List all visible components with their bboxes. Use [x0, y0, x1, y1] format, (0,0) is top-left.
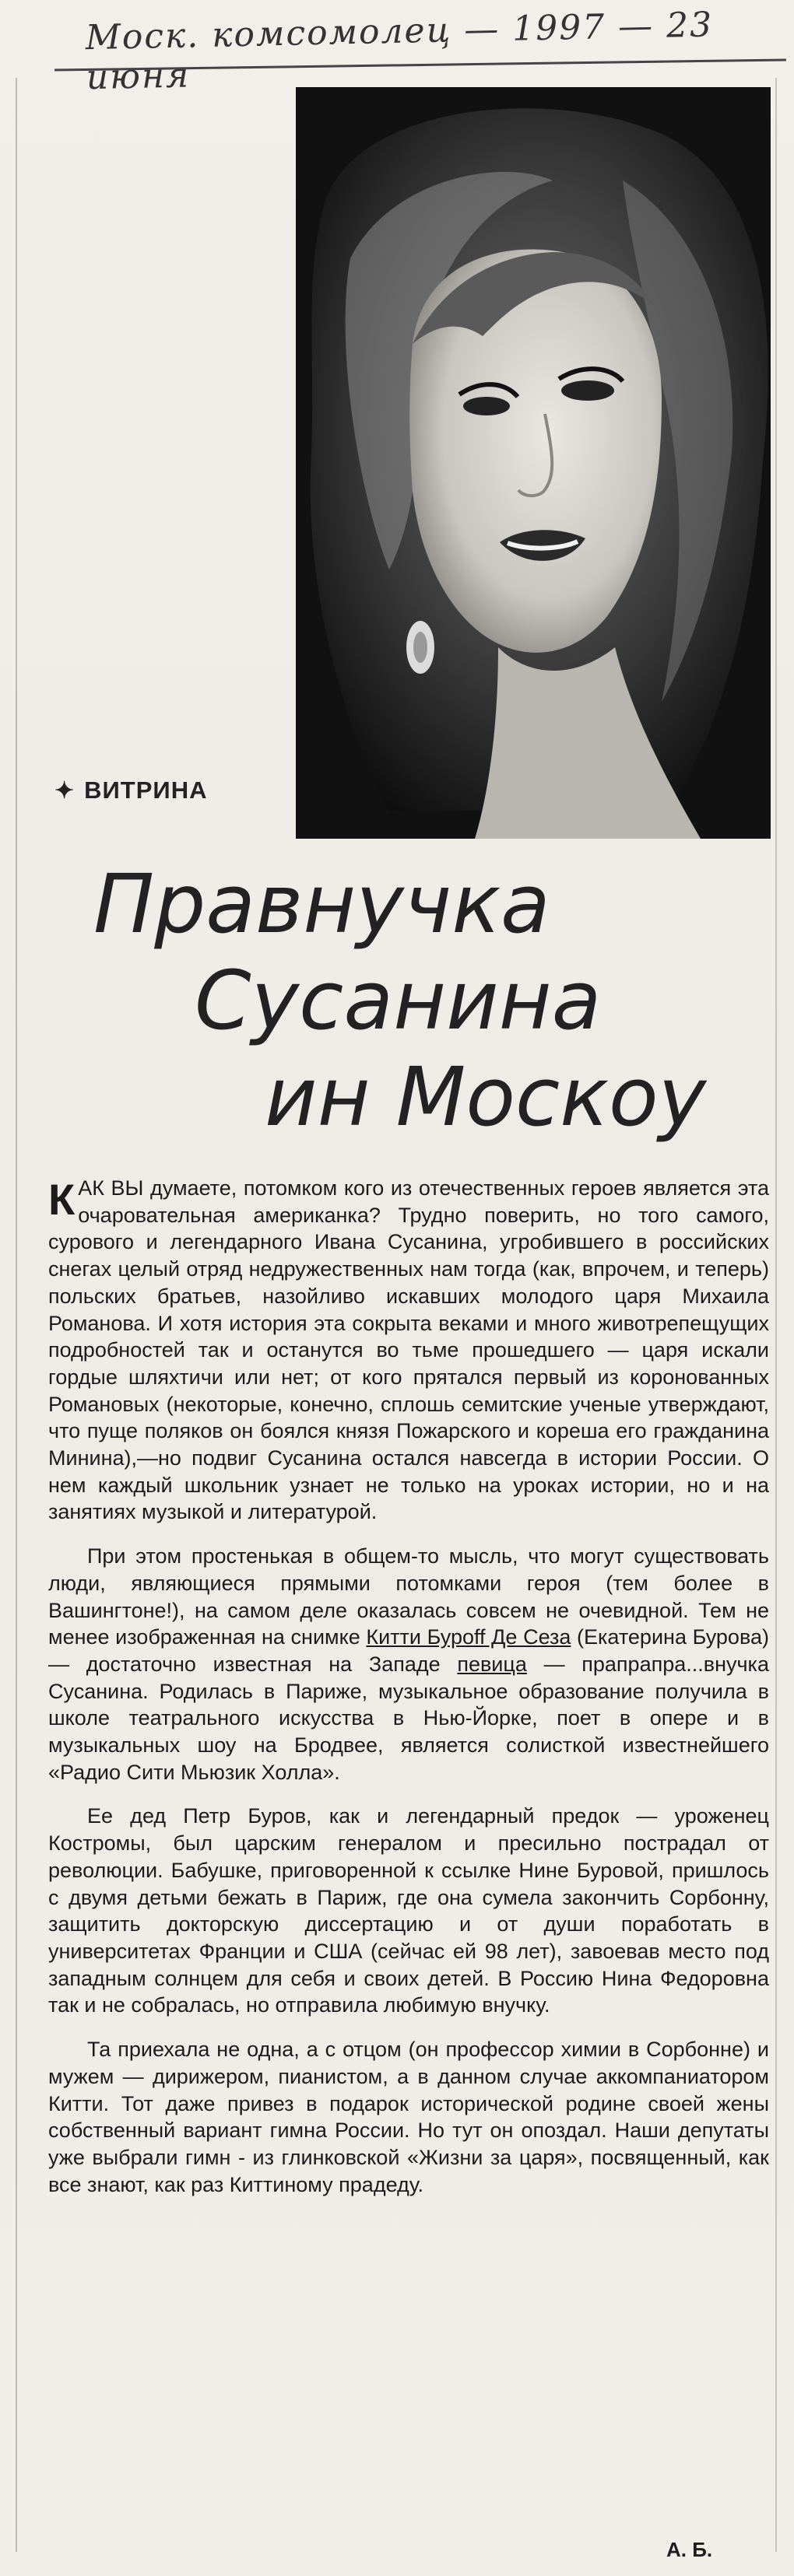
- singer-word: певица: [457, 1652, 527, 1676]
- paragraph-3: Ее дед Петр Буров, как и легендарный предок — уроженец Костромы, был царским генералом и пресильно пострадал от революции. Бабушке, приговоренной к ссылке Нине Буровой, пришлось с двумя детьми бежать в Париж, где она сумела закончить Сорбонну, защитить докторскую диссертацию и от души поработать в университетах Франции и США (сейчас ей 98 лет), завоевав место под западным солнцем для себя и своих детей. В Россию Нина Федоровна так и не собралась, но отправила любимую внучку.: [48, 1804, 769, 2017]
- article-body: [48, 1175, 769, 2215]
- paragraph-4: Та приехала не одна, а с отцом (он профессор химии в Сорбонне) и мужем — дирижером, пианистом, а в данном случае аккомпаниатором Китти. Тот даже привез в подарок исторической родине своей жены собственный вариант гимна России. Но тут он опоздал. Наши депутаты уже выбрали гимн - из глинковской «Жизни за царя», посвященный, как все знают, как раз Киттиному прадеду.: [48, 2038, 769, 2196]
- handwritten-source-note: Моск. комсомолец — 1997 — 23 июня: [85, 5, 714, 98]
- author-signature: А. Б.: [666, 2538, 713, 2561]
- portrait-photo: [296, 87, 771, 839]
- left-column-rule: [16, 78, 17, 2552]
- rubric-label: ВИТРИНА: [84, 776, 208, 804]
- headline-line-3: ин Москоу: [265, 1050, 707, 1144]
- paragraph-1-text: АК ВЫ думаете, потомком кого из отечественных героев является эта очаровательная американка? Трудно поверить, но того самого, сурового и легендарного Ивана Сусанина, угробившего в российских снегах целый отряд недружественных нам тогда (как, впрочем, и теперь) польских братьев, назойливо искавших молодого царя Михаила Романова. И хотя история эта сокрыта веками и много животрепещущих подробностей так и останутся во тьме прошедшего — царя искали гордые шляхтичи или нет; от кого прятался первый из коронованных Романовых (некоторые, конечно, сплошь семитские ученые утверждают, что пуще поляков он боялся князя Пожарского и кореша его гражданина Минина),—но подвиг Сусанина остался навсегда в истории России. О нем каждый школьник узнает не только на уроках истории, но и на занятиях музыкой и литературой.: [48, 1176, 769, 1524]
- section-rubric: [54, 776, 207, 804]
- paragraph-2-text-c: — прапрапра...внучка Сусанина. Родилась в Париже, музыкальное образование получила в школе театрального искусства в Нью-Йорке, поет в опере и в музыкальных шоу на Бродвее, является солисткой известнейшего «Радио Сити Мьюзик Холла».: [48, 1652, 769, 1784]
- person-name: Китти Буроff Де Сеза: [366, 1625, 571, 1649]
- paragraph-1: [48, 1175, 769, 1526]
- portrait-photo-icon: [296, 87, 771, 839]
- headline-line-2: Сусанина: [195, 953, 602, 1048]
- star-icon: ✦: [54, 778, 76, 804]
- paragraph-2-text-a: При этом простенькая в общем-то мысль, что могут существовать люди, являющиеся прямыми потомками героя (тем более в Вашингтоне!), на самом деле оказалась совсем не очевидной. Тем не менее изображенная на снимке: [48, 1544, 769, 1649]
- headline-line-1: Правнучка: [93, 857, 550, 952]
- drop-cap: К: [48, 1175, 76, 1224]
- paragraph-2: [48, 1543, 769, 1786]
- paragraph-2-text-b: (Екатерина Бурова) — достаточно известная на Западе: [48, 1625, 769, 1676]
- right-column-rule: [775, 78, 777, 2552]
- article-headline: [93, 856, 763, 1145]
